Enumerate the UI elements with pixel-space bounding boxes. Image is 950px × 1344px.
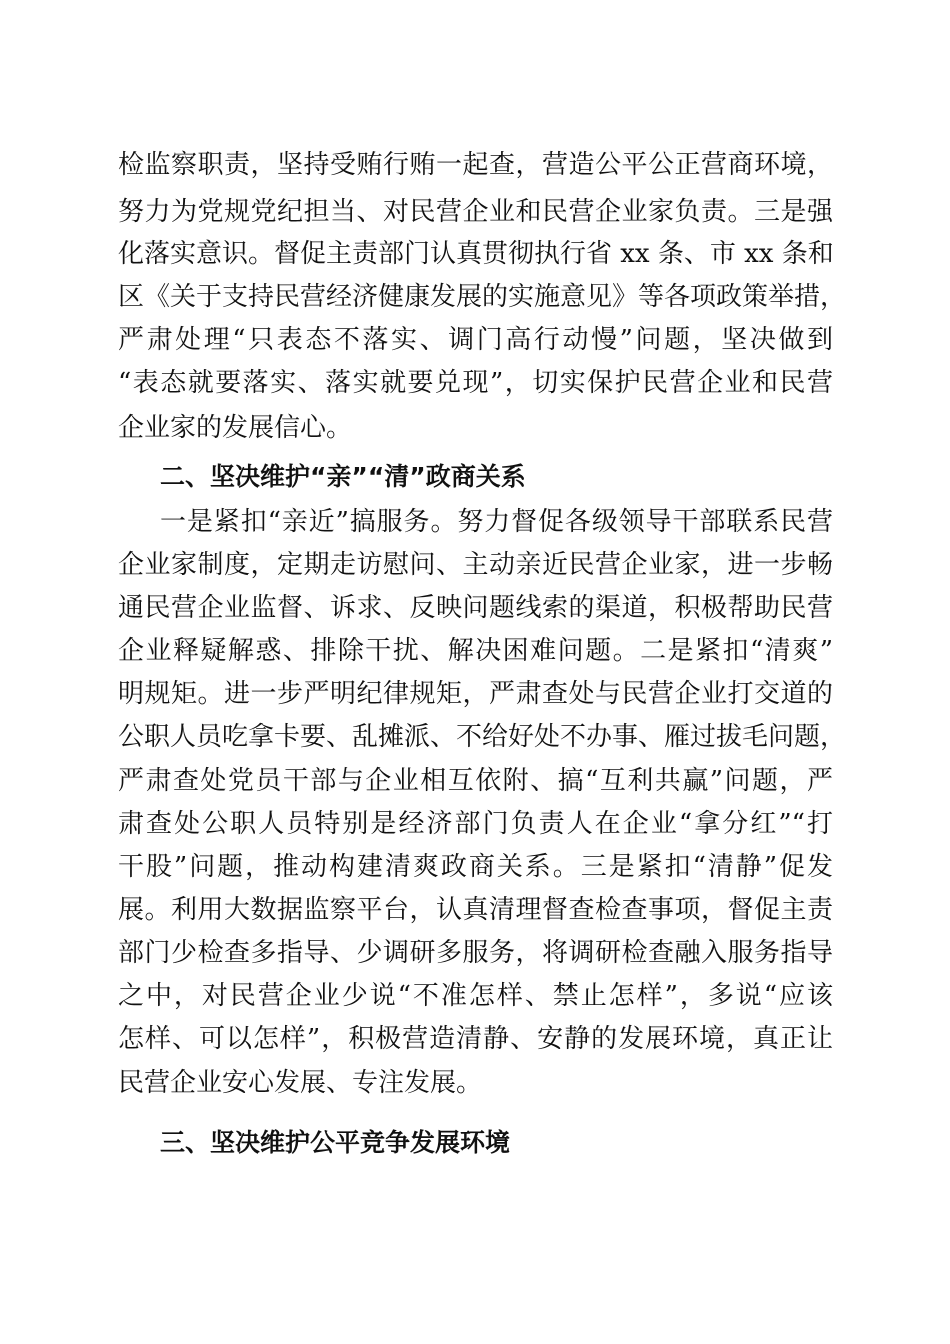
paragraph-line: 企业家的发展信心。 — [118, 413, 353, 443]
paragraph-line: 干股”问题，推动构建清爽政商关系。三是紧扣“清静”促发 — [118, 852, 833, 882]
paragraph-line: 一是紧扣“亲近”搞服务。努力督促各级领导干部联系民营 — [160, 507, 833, 537]
paragraph-line: 展。利用大数据监察平台，认真清理督查检查事项，督促主责 — [118, 895, 833, 925]
paragraph-line: 化落实意识。督促主责部门认真贯彻执行省 xx 条、市 xx 条和 — [118, 239, 834, 269]
section-heading-3: 三、坚决维护公平竞争发展环境 — [160, 1128, 511, 1157]
paragraph-line: 区《关于支持民营经济健康发展的实施意见》等各项政策举措， — [118, 282, 847, 312]
section-heading-2: 二、坚决维护“亲”“清”政商关系 — [160, 462, 526, 491]
paragraph-line: 企业家制度，定期走访慰问、主动亲近民营企业家，进一步畅 — [118, 550, 833, 580]
paragraph-line: 严肃处理“只表态不落实、调门高行动慢”问题，坚决做到 — [118, 325, 833, 355]
paragraph-line: 民营企业安心发展、专注发展。 — [118, 1068, 483, 1098]
paragraph-line: 努力为党规党纪担当、对民营企业和民营企业家负责。三是强 — [118, 197, 833, 227]
paragraph-line: 通民营企业监督、诉求、反映问题线索的渠道，积极帮助民营 — [118, 593, 833, 623]
paragraph-line: 之中，对民营企业少说“不准怎样、禁止怎样”，多说“应该 — [118, 981, 833, 1011]
paragraph-line: 检监察职责，坚持受贿行贿一起查，营造公平公正营商环境， — [118, 150, 833, 180]
paragraph-line: 明规矩。进一步严明纪律规矩，严肃查处与民营企业打交道的 — [118, 679, 833, 709]
paragraph-line: 肃查处公职人员特别是经济部门负责人在企业“拿分红”“打 — [118, 809, 833, 839]
paragraph-line: 部门少检查多指导、少调研多服务，将调研检查融入服务指导 — [118, 938, 833, 968]
paragraph-line: 严肃查处党员干部与企业相互依附、搞“互利共赢”问题，严 — [118, 766, 833, 796]
paragraph-line: 怎样、可以怎样”，积极营造清静、安静的发展环境，真正让 — [118, 1024, 833, 1054]
paragraph-line: “表态就要落实、落实就要兑现”，切实保护民营企业和民营 — [118, 368, 833, 398]
paragraph-line: 公职人员吃拿卡要、乱摊派、不给好处不办事、雁过拔毛问题， — [118, 722, 847, 752]
paragraph-line: 企业释疑解惑、排除干扰、解决困难问题。二是紧扣“清爽” — [118, 636, 833, 666]
